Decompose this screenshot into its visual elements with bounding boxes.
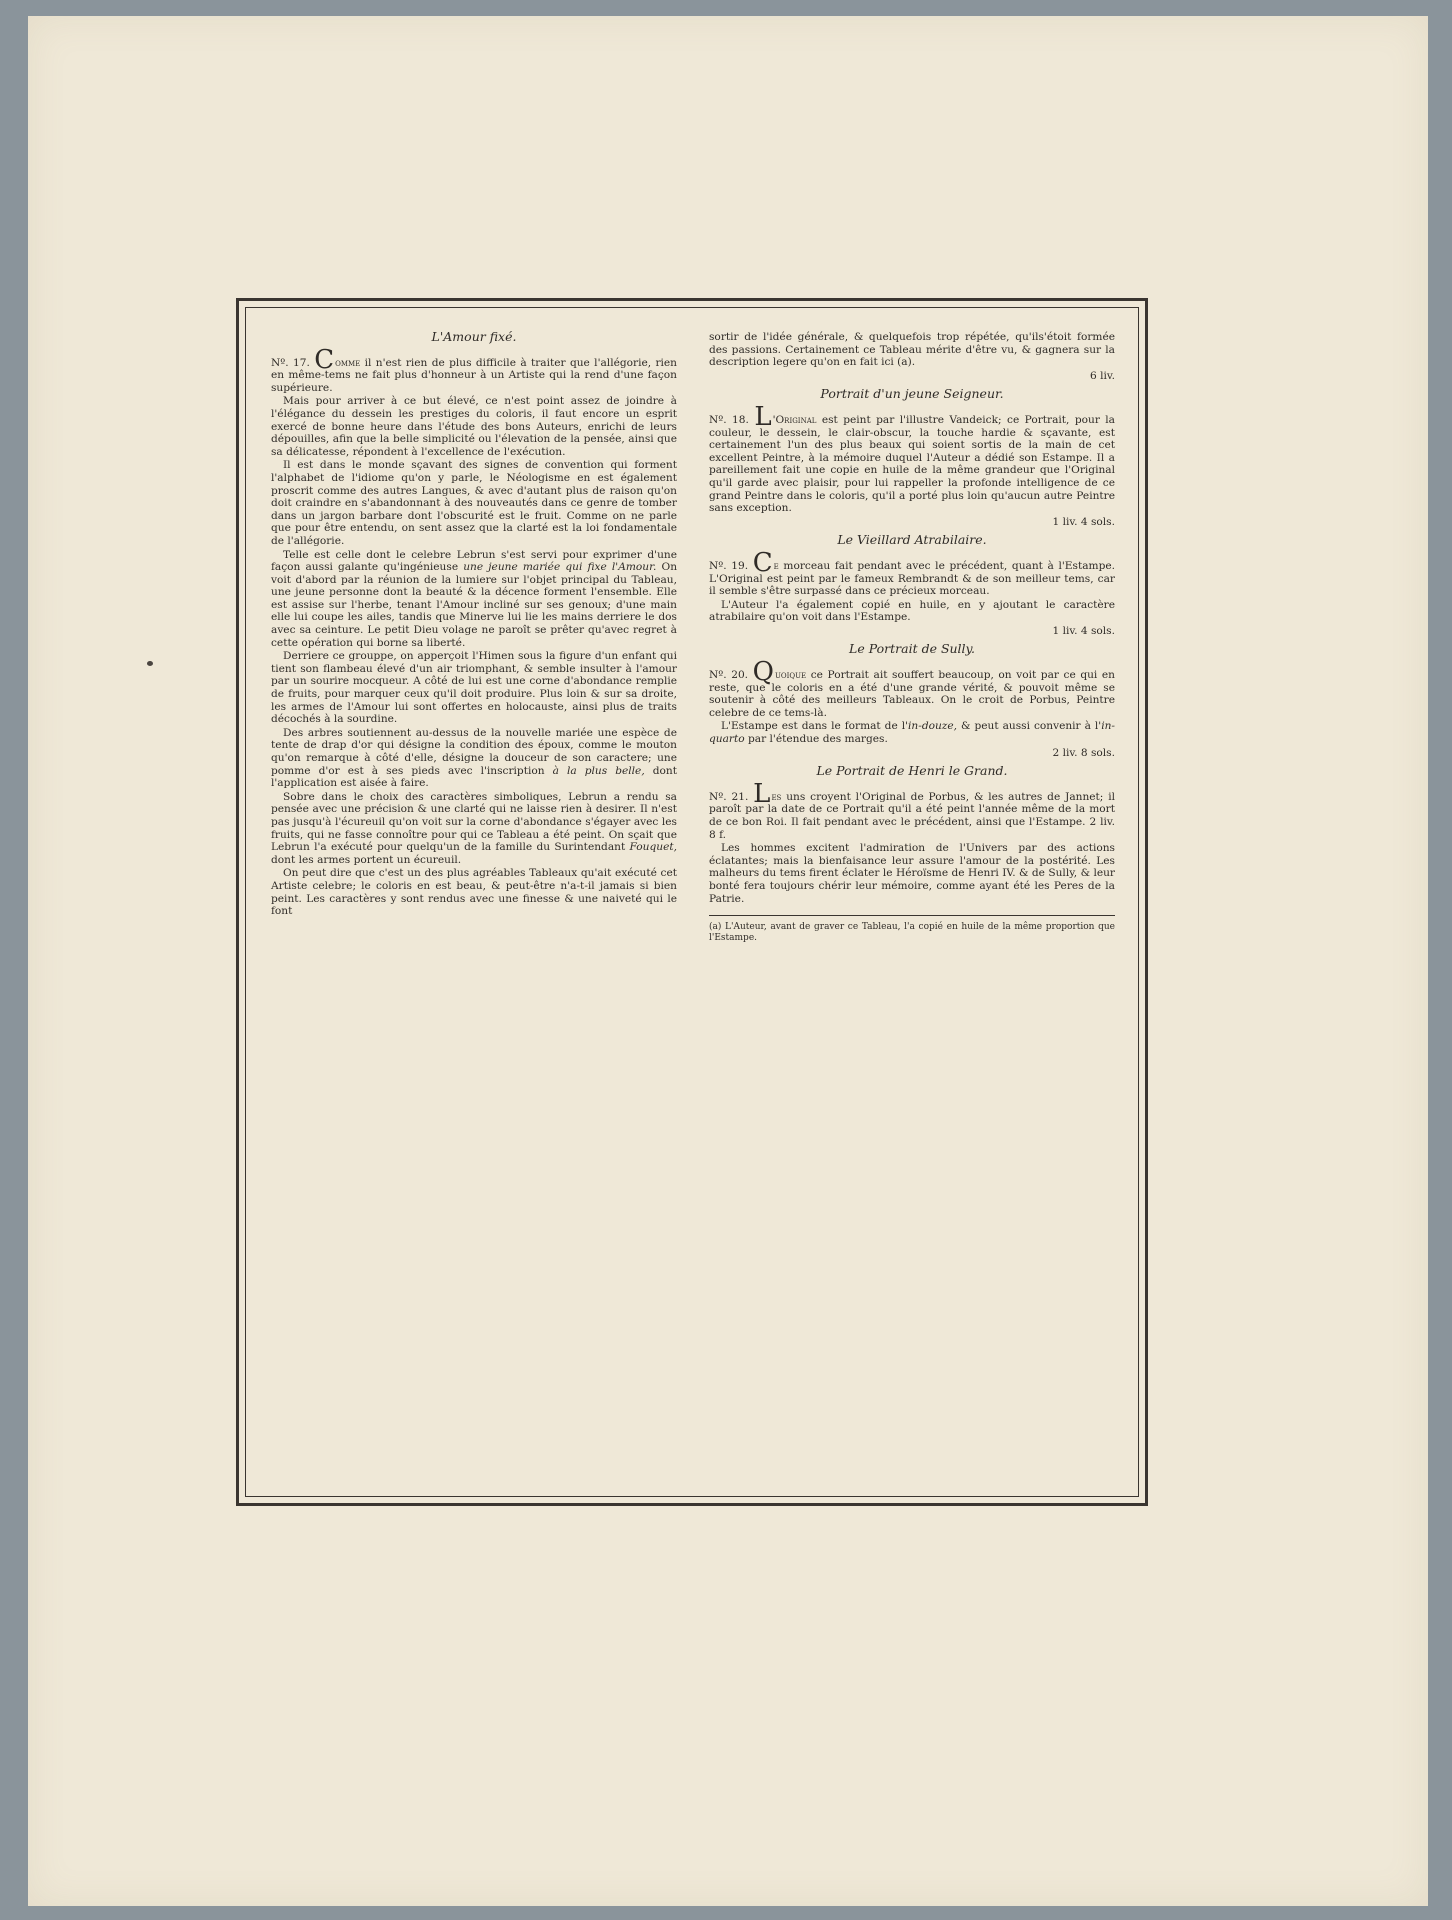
paragraph-17 — [271, 344, 677, 395]
price: 2 liv. 8 sols. — [1052, 746, 1115, 759]
drop-cap: Q — [752, 657, 774, 688]
item-number: Nº. 18. — [709, 413, 749, 426]
text-run: & peut aussi convenir à l' — [961, 720, 1102, 733]
text-run: On voit d'abord par la réunion de la lumiere sur l'objet principal du Tableau, une jeune personne dont la beauté & la décence forment l'ensemble. Elle est assise sur l'herbe, tenant l'Amour incliné sur ses genoux; d'une main elle lui coupe les ailes, tandis que Minerve lui lie les mains derriere le dos avec sa ceinture. Le petit Dieu volage ne paroît se prêter qu'avec regret à cette opération qui borne sa liberté. — [271, 561, 678, 649]
heading-portrait-jeune-seigneur: Portrait d'un jeune Seigneur. — [820, 386, 1004, 402]
paragraph-19 — [709, 547, 1115, 598]
text-run: L'Estampe est dans le format de l' — [721, 720, 909, 733]
drop-cap: L — [753, 778, 771, 809]
paragraph — [271, 549, 677, 650]
heading-lamour-fixe: L'Amour fixé. — [431, 329, 517, 344]
item-number: Nº. 21. — [709, 790, 749, 803]
item-number: Nº. 20. — [709, 669, 749, 682]
paragraph-20 — [709, 657, 1115, 719]
heading-portrait-henri: Le Portrait de Henri le Grand. — [816, 763, 1008, 779]
drop-cap: C — [314, 344, 335, 375]
drop-cap: C — [752, 547, 773, 578]
price: 1 liv. 4 sols. — [1052, 515, 1115, 528]
paragraph-text: ce Portrait ait souffert beaucoup, on voit par ce qui en reste, que le coloris en a été d'une grande vérité, & pouvoit même se soutenir à côté des meilleurs Tableaux. On le croit de Porbus, Peintre celebre de ce tems-là. — [709, 669, 1115, 719]
paragraph — [709, 720, 1115, 745]
text-run: dont les armes portent un écureuil. — [271, 853, 462, 866]
price: 6 liv. — [1090, 369, 1115, 382]
small-caps-word: omme — [335, 356, 361, 369]
footnote-rule — [709, 915, 1115, 916]
text-run: Telle est celle dont le celebre Lebrun s'est servi pour exprimer d'une façon aussi galante qu'ingénieuse — [271, 548, 677, 574]
italic-inscription: à la plus belle, — [552, 764, 645, 777]
heading-portrait-sully: Le Portrait de Sully. — [849, 641, 975, 657]
paper-sheet — [28, 16, 1428, 1906]
text-run: Des arbres soutiennent au-dessus de la nouvelle mariée une espèce de tente de drap d'or qui désigne la condition des époux, comme le mouton qu'on remarque à côté d'elle, désigne la douceur de son caractere; une pomme d'or est à ses pieds avec l'inscription — [271, 726, 677, 777]
continued-paragraph: sortir de l'idée générale, & quelquefois trop répétée, qu'ils'étoit formée des passions. Certainement ce Tableau mérite d'être vu, & gagnera sur la description legere qu'on en fait ici (a). — [709, 331, 1115, 369]
small-caps-word: uoique — [774, 669, 807, 682]
text-run: par l'étendue des marges. — [748, 733, 888, 746]
paragraph: Derriere ce grouppe, on apperçoit l'Himen sous la figure d'un enfant qui tient son flambeau élevé d'un air triomphant, & semble insulter à l'amour par un sourire mocqueur. A côté de lui est une corne d'abondance remplie de fruits, pour marquer ceux qu'il doit produire. Plus loin & sur sa droite, les armes de l'Amour lui sont offertes en holocauste, ainsi plus de traits décochés à la sourdine. — [271, 650, 677, 726]
paragraph-21 — [709, 778, 1115, 841]
small-caps-word: es — [771, 790, 782, 803]
paragraph: Mais pour arriver à ce but élevé, ce n'est point assez de joindre à l'élégance du dessein les prestiges du coloris, il faut encore un esprit exercé de bonne heure dans l'étude des bons Auteurs, enrichi de leurs dépouilles, afin que la belle simplicité ou l'élevation de la pensée, ainsi que sa délicatesse, répondent à l'excellence de l'exécution. — [271, 395, 677, 458]
paragraph-text: uns croyent l'Original de Porbus, & les autres de Jannet; il paroît par la date de ce Portrait qu'il a été peint l'année même de la mort de ce bon Roi. Il fait pendant avec le précédent, ainsi que l'Estampe. 2 liv. 8 f. — [709, 790, 1115, 841]
left-column — [271, 331, 677, 919]
paragraph: Il est dans le monde sçavant des signes de convention qui forment l'alphabet de l'idiome qu'on y parle, le Néologisme en est également proscrit comme des autres Langues, & avec d'autant plus de raison qu'on doit craindre en s'abandonnant à des nouveautés dans ce genre de tomber dans un jargon barbare dont l'obscurité est le fruit. Comme on ne parle que pour être entendu, on sent assez que la clarté est la loi fondamentale de l'allégorie. — [271, 459, 677, 547]
right-column — [709, 331, 1115, 945]
italic-title: une jeune mariée qui fixe l'Amour. — [463, 561, 657, 574]
small-caps-word: e — [773, 559, 779, 572]
paragraph-18 — [709, 401, 1115, 515]
paragraph: L'Auteur l'a également copié en huile, en y ajoutant le caractère atrabilaire qu'on voit dans l'Estampe. — [709, 598, 1115, 624]
italic-name: Fouquet, — [629, 841, 677, 854]
italic-format: in-quarto — [709, 720, 1116, 746]
paragraph — [271, 791, 677, 867]
price: 1 liv. 4 sols. — [1052, 624, 1115, 637]
paragraph-text: morceau fait pendant avec le précédent, quant à l'Estampe. L'Original est peint par le fameux Rembrandt & de son meilleur tems, car il semble s'être surpassé dans ce précieux morceau. — [709, 559, 1115, 598]
paragraph — [271, 727, 677, 790]
small-caps-word: 'Original — [772, 413, 817, 426]
item-number: Nº. 19. — [709, 559, 749, 572]
drop-cap: L — [754, 401, 772, 432]
ink-spot — [147, 661, 153, 666]
border-frame — [236, 298, 1148, 1506]
heading-vieillard-atrabilaire: Le Vieillard Atrabilaire. — [837, 532, 987, 548]
footnote: (a) L'Auteur, avant de graver ce Tableau, l'a copié en huile de la même proportion que l'Estampe. — [709, 922, 1115, 944]
text-run: dont l'application est aisée à faire. — [271, 764, 678, 790]
paragraph-text: il n'est rien de plus difficile à traiter que l'allégorie, rien en même-tems ne fait plus d'honneur à un Artiste qui la rend d'une façon supérieure. — [271, 356, 677, 394]
paragraph: On peut dire que c'est un des plus agréables Tableaux qu'ait exécuté cet Artiste celebre; le coloris en est beau, & peut-être n'a-t-il jamais si bien peint. Les caractères y sont rendus avec une finesse & une naiveté qui le font — [271, 867, 677, 918]
text-run: Sobre dans le choix des caractères simboliques, Lebrun a rendu sa pensée avec une précision & une clarté qui ne laisse rien à desirer. Il n'est pas jusqu'à l'écureuil qu'on voit sur la corne d'abondance s'égayer avec les fruits, qui ne fasse connoître pour qui ce Tableau a été peint. On sçait que Lebrun l'a exécuté pour quelqu'un de la famille du Surintendant — [271, 790, 677, 854]
paragraph-text: est peint par l'illustre Vandeick; ce Portrait, pour la couleur, le dessein, le clair-obscur, la touche hardie & sçavante, est certainement l'un des plus beaux qui soient sortis de la main de cet excellent Peintre, à la mémoire duquel l'Auteur a dédié son Estampe. Il a pareillement fait une copie en huile de la même grandeur que l'Original qu'il garde avec plaisir, pour lui rappeller la profonde intelligence de ce grand Peintre dans le coloris, qu'il a porté plus loin qu'aucun autre Peintre sans exception. — [709, 413, 1115, 515]
item-number: Nº. 17. — [271, 356, 310, 369]
italic-format: in-douze, — [908, 720, 958, 733]
paragraph: Les hommes excitent l'admiration de l'Univers par des actions éclatantes; mais la bienfaisance leur assure l'amour de la postérité. Les malheurs du tems firent éclater le Héroïsme de Henri IV. & de Sully, & leur bonté fera toujours chérir leur mémoire, comme ayant été les Peres de la Patrie. — [709, 842, 1115, 905]
